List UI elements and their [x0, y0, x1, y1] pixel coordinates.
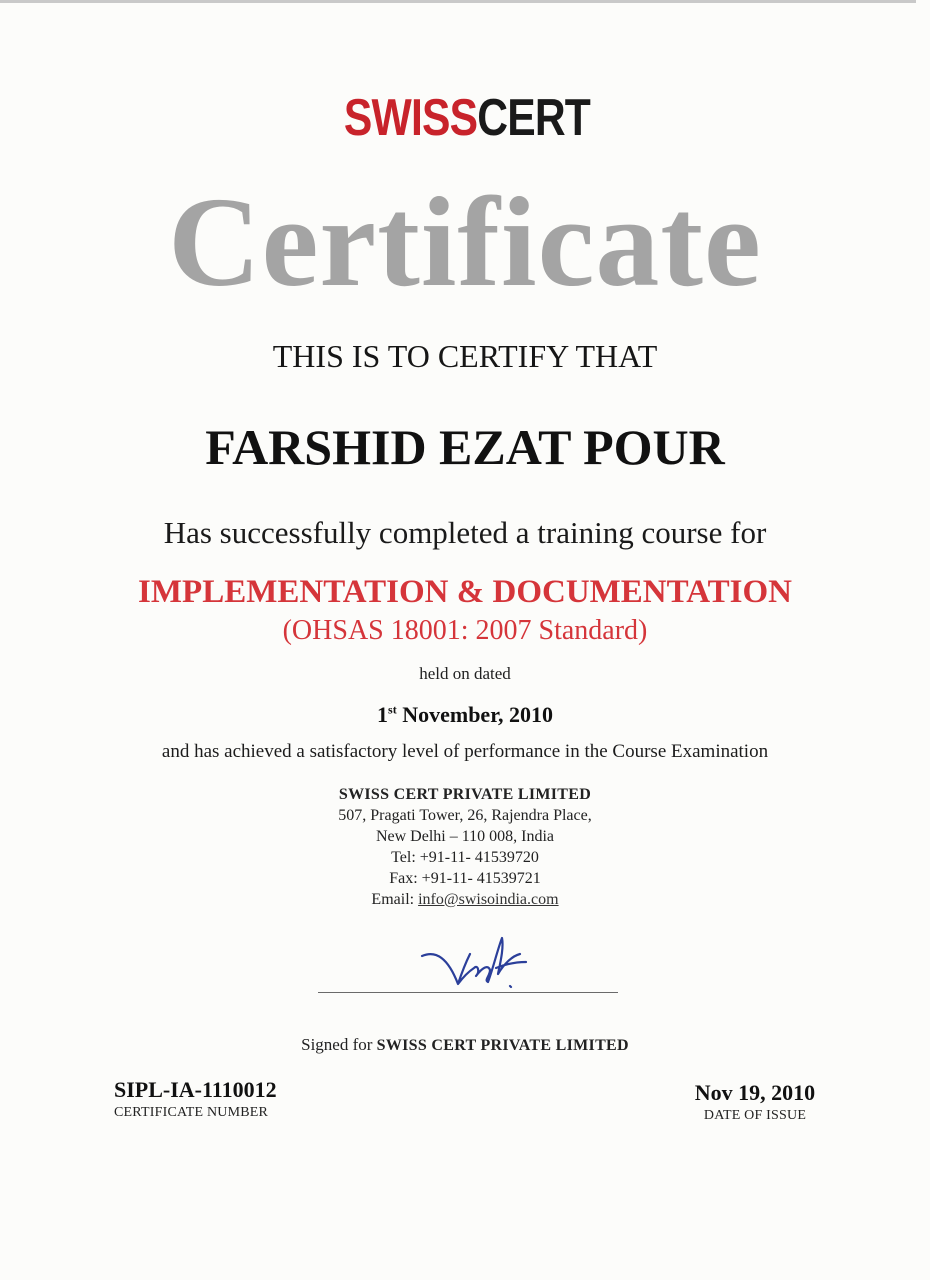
fax: Fax: +91-11- 41539721 — [389, 870, 541, 887]
held-label: held on dated — [419, 664, 511, 683]
held-date-suffix: st — [388, 702, 397, 717]
handwritten-signature — [418, 928, 534, 1000]
certificate-number-label: CERTIFICATE NUMBER — [114, 1105, 269, 1120]
email-link[interactable]: info@swisoindia.com — [418, 891, 559, 908]
held-date — [0, 702, 930, 728]
email-row — [0, 889, 930, 910]
certificate-number-block — [114, 1077, 277, 1121]
recipient-name: FARSHID EZAT POUR — [205, 419, 725, 475]
signed-for-organization: SWISS CERT PRIVATE LIMITED — [376, 1037, 629, 1054]
course-title: IMPLEMENTATION & DOCUMENTATION — [138, 574, 792, 610]
completed-line: Has successfully completed a training course for — [163, 515, 767, 550]
held-date-day: 1 — [377, 702, 389, 727]
signed-for-prefix: Signed for — [301, 1035, 377, 1054]
course-standard: (OHSAS 18001: 2007 Standard) — [282, 615, 648, 646]
telephone: Tel: +91-11- 41539720 — [391, 849, 539, 866]
certify-line: THIS IS TO CERTIFY THAT — [272, 338, 658, 374]
date-of-issue-label: DATE OF ISSUE — [703, 1108, 807, 1123]
held-date-rest: November, 2010 — [396, 702, 553, 727]
brand-logo-part-swiss: SWISS — [343, 89, 478, 147]
achievement-line: and has achieved a satisfactory level of performance in the Course Examination — [161, 741, 769, 762]
date-of-issue: Nov 19, 2010 — [694, 1080, 816, 1105]
date-of-issue-block — [688, 1080, 822, 1124]
signed-for-line — [0, 1035, 930, 1055]
signature-line — [318, 992, 618, 993]
top-border-line — [0, 0, 916, 3]
email-label: Email: — [371, 891, 419, 908]
address-line-2: New Delhi – 110 008, India — [375, 828, 555, 845]
organization-address-block — [0, 784, 930, 910]
address-line-1: 507, Pragati Tower, 26, Rajendra Place, — [338, 807, 592, 824]
certificate-heading: Certificate — [168, 171, 762, 313]
brand-logo-part-cert: CERT — [477, 89, 591, 147]
brand-logo — [86, 88, 849, 148]
certificate-number: SIPL-IA-1110012 — [114, 1077, 277, 1102]
organization-name: SWISS CERT PRIVATE LIMITED — [338, 786, 592, 803]
